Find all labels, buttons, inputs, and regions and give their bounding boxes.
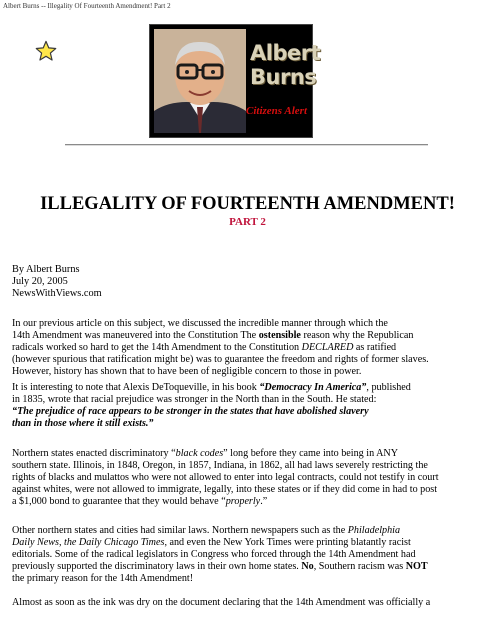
author-portrait bbox=[154, 29, 246, 133]
star-icon bbox=[35, 40, 57, 62]
banner-subtitle: Citizens Alert bbox=[246, 105, 308, 117]
byline-author: By Albert Burns bbox=[12, 264, 80, 275]
article-part-label: PART 2 bbox=[229, 216, 266, 228]
window-title: Albert Burns -- Illegality Of Fourteenth Amendment! Part 2 bbox=[3, 2, 171, 10]
horizontal-divider bbox=[65, 144, 428, 146]
paragraph: In our previous article on this subject, we discussed the incredible manner through which the 14th Amendment was maneuvered into the Constitution The ostensible reason why the Republican radicals worked so hard to get the 14th Amendment to the Constitution DECLARED as ratified (however spurious that ratification might be) was to guarantee the freedom and rights of former slaves. However, history has shown that to have been of negligible concern to those in power. bbox=[12, 318, 429, 378]
paragraph: Almost as soon as the ink was dry on the document declaring that the 14th Amendment was officially a bbox=[12, 597, 431, 608]
byline bbox=[12, 264, 102, 299]
paragraph: It is interesting to note that Alexis DeToqueville, in his book “Democracy In America”, published in 1835, wrote that racial prejudice was stronger in the North than in the South. He stated: “The prejudice of race appears to be stronger in the states that have abolished slavery than in those where it still exists.” bbox=[12, 382, 411, 430]
byline-source: NewsWithViews.com bbox=[12, 287, 102, 299]
banner-name: Albert Burns bbox=[250, 41, 321, 89]
article-headline: ILLEGALITY OF FOURTEENTH AMENDMENT! bbox=[40, 194, 455, 214]
paragraph: Northern states enacted discriminatory “black codes” long before they came into being in ANY southern state. Illinois, in 1848, Oregon, in 1857, Indiana, in 1862, all had laws severely restricting the rights of blacks and mulattos who were not allowed to enter into legal contracts, could not testify in court against whites, were not allowed to immigrate, legally, into these states or if they did come in had to post a $1,000 bond to guarantee that they would behave “properly.” bbox=[12, 448, 439, 508]
citizens-alert-banner bbox=[149, 24, 321, 138]
quotation: “The prejudice of race appears to be stronger in the states that have abolished slavery bbox=[12, 406, 369, 418]
byline-date: July 20, 2005 bbox=[12, 275, 68, 287]
quotation: than in those where it still exists.” bbox=[12, 418, 154, 430]
paragraph: Other northern states and cities had similar laws. Northern newspapers such as the Philadelphia Daily News, the Daily Chicago Times, and even the New York Times were printing blatantly racist editorials. Some of the radical legislators in Congress who forced through the 14th Amendment had previously supported the discriminatory laws in their own home states. No, Southern racism was NOT the primary reason for the 14th Amendment! bbox=[12, 525, 428, 585]
